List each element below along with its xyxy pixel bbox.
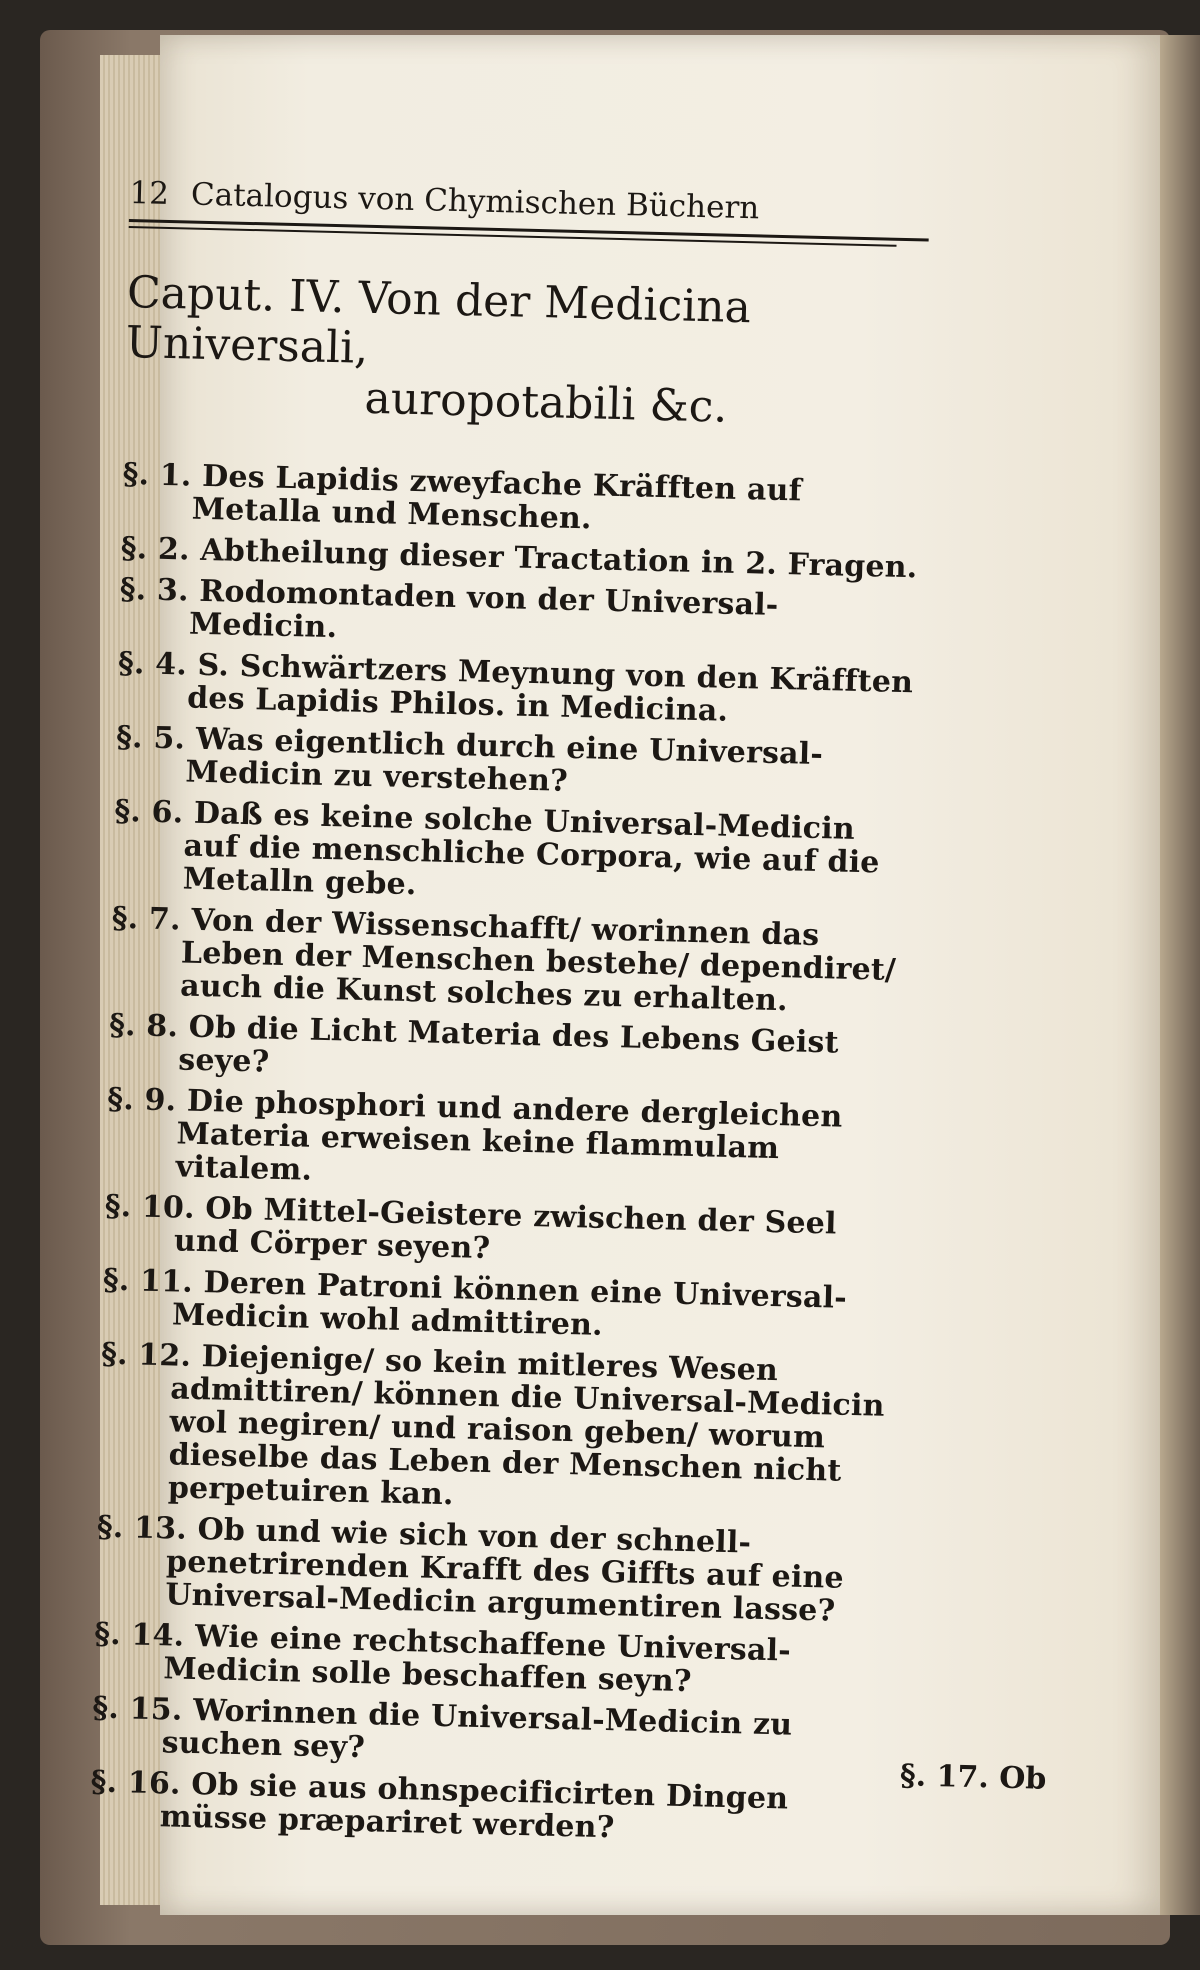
- section-text: Des Lapidis zweyfache Kräfften auf Metalla und Menschen.: [191, 458, 803, 537]
- list-item: [93, 1618, 894, 1704]
- section-text: S. Schwärtzers Meynung von den Kräfften des Lapidis Philos. in Medicina.: [186, 647, 914, 729]
- chapter-heading-line-1: Caput. IV. Von der Medicina Universali,: [125, 266, 752, 374]
- list-item: [104, 1190, 905, 1276]
- list-item: [90, 1766, 891, 1852]
- section-number: §. 10.: [104, 1188, 196, 1226]
- section-text: Ob und wie sich von der schnell-penetrirenden Krafft des Giffts auf eine Universal-Medicin argumentiren lasse?: [164, 1512, 845, 1629]
- section-text: Worinnen die Universal-Medicin zu suchen sey?: [161, 1693, 793, 1766]
- list-item: [102, 1264, 903, 1350]
- section-number: §. 16.: [90, 1764, 182, 1802]
- section-text: Rodomontaden von der Universal-Medicin.: [188, 573, 779, 646]
- section-number: §. 15.: [92, 1690, 183, 1728]
- section-number: §. 7.: [111, 900, 182, 938]
- section-text: Ob Mittel-Geistere zwischen der Seel und Cörper seyen?: [173, 1191, 838, 1267]
- section-number: §. 8.: [108, 1007, 179, 1045]
- section-number: §. 12.: [100, 1336, 192, 1374]
- section-text: Die phosphori und andere dergleichen Materia erweisen keine flammulam vitalem.: [175, 1083, 843, 1188]
- section-number: §. 4.: [117, 645, 188, 683]
- section-number: §. 13.: [96, 1509, 188, 1547]
- list-item: [91, 1692, 892, 1778]
- section-text: Ob sie aus ohnspecificirten Dingen müsse præpariret werden?: [159, 1766, 789, 1846]
- section-number: §. 6.: [114, 793, 184, 831]
- list-item: [119, 573, 920, 659]
- section-number: §. 5.: [115, 719, 186, 757]
- section-text: Diejenige/ so kein mitleres Wesen admittiren/ können die Universal-Medicin wol negiren/ und raison geben/ worum dieselbe das Leben der Menschen nicht perpetuiren kan.: [167, 1339, 886, 1513]
- list-item: [105, 1083, 907, 1202]
- catchword: §. 17. Ob: [899, 1758, 1047, 1797]
- section-list: [90, 458, 923, 1851]
- section-text: Deren Patroni können eine Universal-Medicin wohl admittiren.: [171, 1265, 848, 1343]
- list-item: [117, 647, 918, 733]
- list-item: [110, 902, 912, 1021]
- section-number: §. 2.: [120, 530, 191, 568]
- section-text: Ob die Licht Materia des Lebens Geist seye?: [177, 1009, 840, 1080]
- list-item: [95, 1511, 897, 1630]
- list-item: [108, 1009, 909, 1095]
- list-item: [115, 721, 916, 807]
- section-number: §. 9.: [106, 1081, 177, 1119]
- chapter-heading-line-2: auropotabili &c.: [363, 372, 728, 433]
- running-title: Catalogus von Chymischen Büchern: [190, 176, 760, 227]
- facing-page-edge: [1160, 35, 1200, 1915]
- chapter-heading: [124, 268, 927, 438]
- page-number: 12: [129, 175, 170, 212]
- section-text: Wie eine rechtschaffene Universal-Medicin solle beschaffen seyn?: [163, 1619, 792, 1700]
- list-item: [121, 458, 922, 544]
- section-number: §. 1.: [122, 456, 192, 494]
- section-number: §. 3.: [119, 571, 190, 609]
- list-item: [98, 1338, 902, 1522]
- section-text: Von der Wissenschafft/ worinnen das Leben der Menschen bestehe/ dependiret/ auch die Kunst solches zu erhalten.: [179, 902, 897, 1019]
- section-text: Daß es keine solche Universal-Medicin auf die menschliche Corpora, wie auf die Metalln gebe.: [182, 795, 880, 903]
- section-number: §. 11.: [102, 1262, 194, 1300]
- page-text: [89, 175, 929, 1859]
- section-text: Was eigentlich durch eine Universal-Medicin zu verstehen?: [185, 721, 824, 799]
- section-number: §. 14.: [93, 1616, 185, 1654]
- section-text: Abtheilung dieser Tractation in 2. Fragen.: [199, 532, 918, 586]
- list-item: [112, 795, 914, 914]
